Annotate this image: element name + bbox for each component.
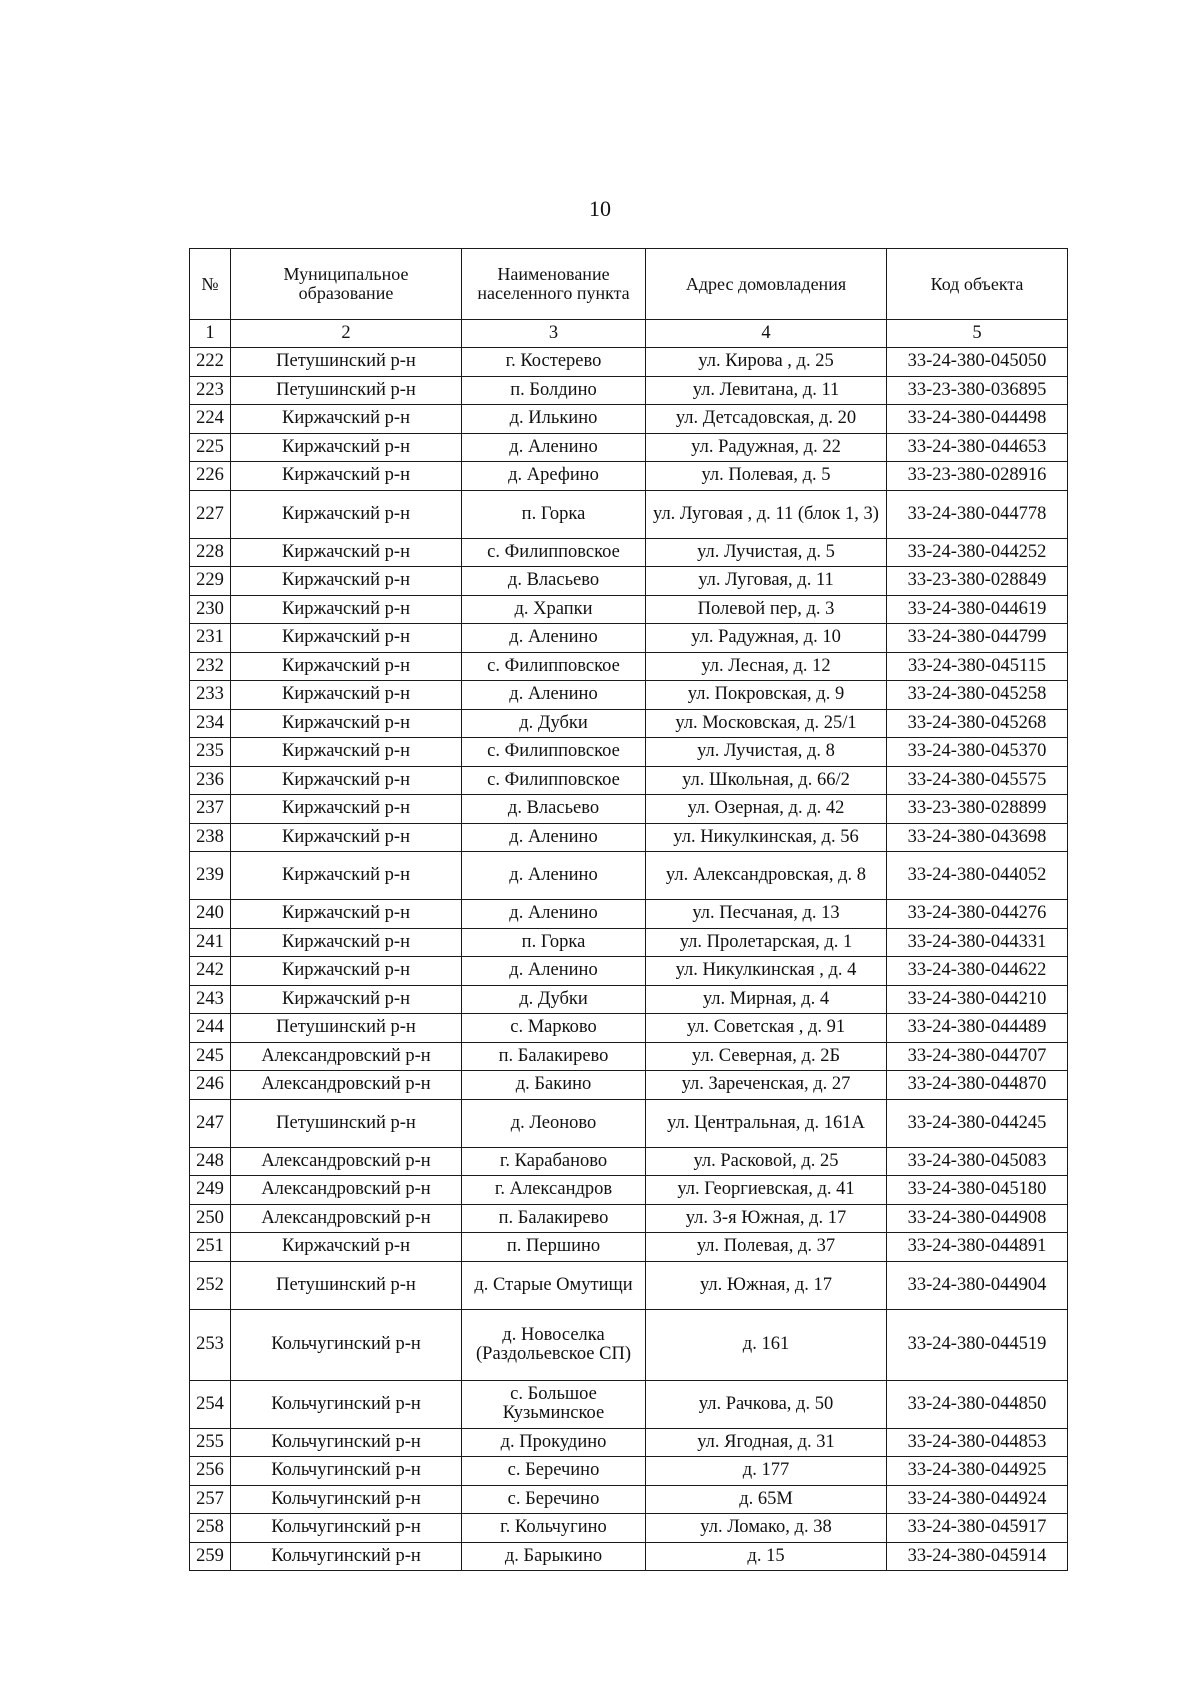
municipality-cell: Кольчугинский р-н <box>231 1457 462 1486</box>
row-number-cell: 255 <box>190 1428 231 1457</box>
row-number-cell: 256 <box>190 1457 231 1486</box>
municipality-cell: Кольчугинский р-н <box>231 1428 462 1457</box>
municipality-cell: Киржачский р-н <box>231 462 462 491</box>
settlement-cell: п. Болдино <box>462 376 646 405</box>
object-code-cell: 33-24-380-045180 <box>887 1176 1068 1205</box>
table-row <box>190 1261 1068 1309</box>
address-cell: ул. Никулкинская, д. 56 <box>646 823 887 852</box>
municipality-cell: Петушинский р-н <box>231 1014 462 1043</box>
row-number-cell: 238 <box>190 823 231 852</box>
municipality-cell: Кольчугинский р-н <box>231 1380 462 1428</box>
municipality-cell: Киржачский р-н <box>231 595 462 624</box>
address-cell: ул. Озерная, д. д. 42 <box>646 795 887 824</box>
row-number-cell: 236 <box>190 766 231 795</box>
settlement-cell: д. Барыкино <box>462 1542 646 1571</box>
table-row <box>190 957 1068 986</box>
settlement-cell: п. Горка <box>462 928 646 957</box>
object-code-cell: 33-24-380-045050 <box>887 348 1068 377</box>
table-row <box>190 1204 1068 1233</box>
settlement-cell: д. Аленино <box>462 900 646 929</box>
table-row <box>190 1457 1068 1486</box>
object-code-cell: 33-24-380-044331 <box>887 928 1068 957</box>
object-code-cell: 33-24-380-044052 <box>887 852 1068 900</box>
object-code-cell: 33-24-380-045258 <box>887 681 1068 710</box>
address-cell: ул. Левитана, д. 11 <box>646 376 887 405</box>
row-number-cell: 245 <box>190 1042 231 1071</box>
settlement-cell: г. Костерево <box>462 348 646 377</box>
row-number-cell: 225 <box>190 433 231 462</box>
municipality-cell: Киржачский р-н <box>231 567 462 596</box>
settlement-cell: д. Аленино <box>462 624 646 653</box>
table-row <box>190 405 1068 434</box>
header-municipality: Муниципальное образование <box>231 249 462 320</box>
row-number-cell: 248 <box>190 1147 231 1176</box>
object-code-cell: 33-24-380-045917 <box>887 1514 1068 1543</box>
row-number-cell: 259 <box>190 1542 231 1571</box>
object-code-cell: 33-24-380-044908 <box>887 1204 1068 1233</box>
settlement-cell: с. Филипповское <box>462 652 646 681</box>
table-body <box>190 348 1068 1571</box>
municipality-cell: Киржачский р-н <box>231 405 462 434</box>
address-cell: ул. Детсадовская, д. 20 <box>646 405 887 434</box>
settlement-cell: д. Новоселка (Раздольевское СП) <box>462 1309 646 1380</box>
table-row <box>190 1233 1068 1262</box>
municipality-cell: Александровский р-н <box>231 1042 462 1071</box>
table-row <box>190 1099 1068 1147</box>
table-row <box>190 624 1068 653</box>
address-cell: ул. Кирова , д. 25 <box>646 348 887 377</box>
municipality-cell: Александровский р-н <box>231 1176 462 1205</box>
municipality-cell: Киржачский р-н <box>231 985 462 1014</box>
settlement-cell: с. Филипповское <box>462 538 646 567</box>
settlement-cell: с. Беречино <box>462 1457 646 1486</box>
municipality-cell: Александровский р-н <box>231 1071 462 1100</box>
row-number-cell: 230 <box>190 595 231 624</box>
address-cell: ул. Полевая, д. 5 <box>646 462 887 491</box>
settlement-cell: д. Аленино <box>462 957 646 986</box>
object-code-cell: 33-23-380-036895 <box>887 376 1068 405</box>
address-cell: ул. Георгиевская, д. 41 <box>646 1176 887 1205</box>
table-row <box>190 1514 1068 1543</box>
address-cell: д. 161 <box>646 1309 887 1380</box>
settlement-cell: д. Дубки <box>462 709 646 738</box>
object-code-cell: 33-24-380-044904 <box>887 1261 1068 1309</box>
header-number: № <box>190 249 231 320</box>
row-number-cell: 241 <box>190 928 231 957</box>
column-number: 3 <box>462 320 646 348</box>
address-cell: ул. Школьная, д. 66/2 <box>646 766 887 795</box>
address-cell: ул. Ломако, д. 38 <box>646 1514 887 1543</box>
row-number-cell: 254 <box>190 1380 231 1428</box>
row-number-cell: 258 <box>190 1514 231 1543</box>
row-number-cell: 239 <box>190 852 231 900</box>
settlement-cell: д. Старые Омутищи <box>462 1261 646 1309</box>
column-number: 1 <box>190 320 231 348</box>
address-cell: ул. Мирная, д. 4 <box>646 985 887 1014</box>
address-cell: д. 177 <box>646 1457 887 1486</box>
address-cell: ул. Покровская, д. 9 <box>646 681 887 710</box>
municipality-cell: Александровский р-н <box>231 1204 462 1233</box>
row-number-cell: 231 <box>190 624 231 653</box>
address-cell: ул. Радужная, д. 10 <box>646 624 887 653</box>
object-code-cell: 33-24-380-044210 <box>887 985 1068 1014</box>
table-row <box>190 1176 1068 1205</box>
object-code-cell: 33-23-380-028849 <box>887 567 1068 596</box>
settlement-cell: д. Аленино <box>462 681 646 710</box>
settlement-cell: г. Александров <box>462 1176 646 1205</box>
settlement-cell: п. Першино <box>462 1233 646 1262</box>
settlement-cell: д. Аленино <box>462 823 646 852</box>
object-code-cell: 33-24-380-044778 <box>887 490 1068 538</box>
table-row <box>190 433 1068 462</box>
row-number-cell: 224 <box>190 405 231 434</box>
settlement-cell: п. Балакирево <box>462 1204 646 1233</box>
table-row <box>190 900 1068 929</box>
row-number-cell: 257 <box>190 1485 231 1514</box>
column-number: 5 <box>887 320 1068 348</box>
municipality-cell: Петушинский р-н <box>231 376 462 405</box>
municipality-cell: Петушинский р-н <box>231 348 462 377</box>
table-row <box>190 709 1068 738</box>
table-row <box>190 823 1068 852</box>
object-code-cell: 33-24-380-045575 <box>887 766 1068 795</box>
object-code-cell: 33-24-380-044519 <box>887 1309 1068 1380</box>
address-cell: ул. Рачкова, д. 50 <box>646 1380 887 1428</box>
settlement-cell: п. Горка <box>462 490 646 538</box>
municipality-cell: Киржачский р-н <box>231 795 462 824</box>
header-address: Адрес домовладения <box>646 249 887 320</box>
row-number-cell: 222 <box>190 348 231 377</box>
column-number-row <box>190 320 1068 348</box>
address-cell: ул. Ягодная, д. 31 <box>646 1428 887 1457</box>
row-number-cell: 247 <box>190 1099 231 1147</box>
table-row <box>190 928 1068 957</box>
header-row <box>190 249 1068 320</box>
column-number: 4 <box>646 320 887 348</box>
object-code-cell: 33-24-380-044653 <box>887 433 1068 462</box>
settlement-cell: д. Дубки <box>462 985 646 1014</box>
settlement-cell: д. Арефино <box>462 462 646 491</box>
municipality-cell: Киржачский р-н <box>231 490 462 538</box>
address-cell: ул. Пролетарская, д. 1 <box>646 928 887 957</box>
object-code-cell: 33-24-380-044707 <box>887 1042 1068 1071</box>
row-number-cell: 229 <box>190 567 231 596</box>
row-number-cell: 233 <box>190 681 231 710</box>
row-number-cell: 251 <box>190 1233 231 1262</box>
settlement-cell: п. Балакирево <box>462 1042 646 1071</box>
address-cell: ул. Советская , д. 91 <box>646 1014 887 1043</box>
settlement-cell: д. Илькино <box>462 405 646 434</box>
table-row <box>190 490 1068 538</box>
object-code-cell: 33-24-380-044799 <box>887 624 1068 653</box>
table-row <box>190 1380 1068 1428</box>
row-number-cell: 243 <box>190 985 231 1014</box>
table-row <box>190 1014 1068 1043</box>
municipality-cell: Кольчугинский р-н <box>231 1485 462 1514</box>
municipality-cell: Петушинский р-н <box>231 1099 462 1147</box>
settlement-cell: д. Леоново <box>462 1099 646 1147</box>
object-code-cell: 33-23-380-028899 <box>887 795 1068 824</box>
table-row <box>190 567 1068 596</box>
object-code-cell: 33-24-380-044619 <box>887 595 1068 624</box>
table-row <box>190 1485 1068 1514</box>
row-number-cell: 223 <box>190 376 231 405</box>
address-cell: Полевой пер, д. 3 <box>646 595 887 624</box>
address-cell: ул. Полевая, д. 37 <box>646 1233 887 1262</box>
object-code-cell: 33-24-380-044245 <box>887 1099 1068 1147</box>
table-row <box>190 1309 1068 1380</box>
object-code-cell: 33-24-380-044924 <box>887 1485 1068 1514</box>
address-cell: ул. Южная, д. 17 <box>646 1261 887 1309</box>
object-code-cell: 33-24-380-044891 <box>887 1233 1068 1262</box>
table-row <box>190 985 1068 1014</box>
row-number-cell: 252 <box>190 1261 231 1309</box>
settlement-cell: г. Кольчугино <box>462 1514 646 1543</box>
object-code-cell: 33-24-380-043698 <box>887 823 1068 852</box>
settlement-cell: с. Беречино <box>462 1485 646 1514</box>
settlement-cell: д. Прокудино <box>462 1428 646 1457</box>
address-cell: ул. Радужная, д. 22 <box>646 433 887 462</box>
row-number-cell: 250 <box>190 1204 231 1233</box>
table-row <box>190 1042 1068 1071</box>
settlement-cell: д. Аленино <box>462 433 646 462</box>
page-number: 10 <box>589 196 611 221</box>
object-code-cell: 33-23-380-028916 <box>887 462 1068 491</box>
objects-table <box>189 248 1068 1571</box>
address-cell: ул. Луговая, д. 11 <box>646 567 887 596</box>
municipality-cell: Кольчугинский р-н <box>231 1309 462 1380</box>
header-settlement: Наименование населенного пункта <box>462 249 646 320</box>
address-cell: ул. Зареченская, д. 27 <box>646 1071 887 1100</box>
settlement-cell: д. Бакино <box>462 1071 646 1100</box>
row-number-cell: 246 <box>190 1071 231 1100</box>
settlement-cell: д. Храпки <box>462 595 646 624</box>
table-row <box>190 1542 1068 1571</box>
object-code-cell: 33-24-380-044489 <box>887 1014 1068 1043</box>
table-row <box>190 795 1068 824</box>
municipality-cell: Киржачский р-н <box>231 900 462 929</box>
table-row <box>190 652 1068 681</box>
row-number-cell: 242 <box>190 957 231 986</box>
row-number-cell: 226 <box>190 462 231 491</box>
settlement-cell: д. Власьево <box>462 795 646 824</box>
municipality-cell: Киржачский р-н <box>231 433 462 462</box>
row-number-cell: 237 <box>190 795 231 824</box>
table-row <box>190 852 1068 900</box>
municipality-cell: Киржачский р-н <box>231 1233 462 1262</box>
table-row <box>190 1147 1068 1176</box>
table-row <box>190 348 1068 377</box>
table-row <box>190 1071 1068 1100</box>
row-number-cell: 249 <box>190 1176 231 1205</box>
row-number-cell: 235 <box>190 738 231 767</box>
settlement-cell: с. Филипповское <box>462 738 646 767</box>
header-object-code: Код объекта <box>887 249 1068 320</box>
municipality-cell: Киржачский р-н <box>231 652 462 681</box>
municipality-cell: Александровский р-н <box>231 1147 462 1176</box>
row-number-cell: 228 <box>190 538 231 567</box>
municipality-cell: Петушинский р-н <box>231 1261 462 1309</box>
table-row <box>190 766 1068 795</box>
municipality-cell: Киржачский р-н <box>231 766 462 795</box>
municipality-cell: Киржачский р-н <box>231 957 462 986</box>
table-row <box>190 738 1068 767</box>
object-code-cell: 33-24-380-044853 <box>887 1428 1068 1457</box>
municipality-cell: Киржачский р-н <box>231 823 462 852</box>
address-cell: ул. Песчаная, д. 13 <box>646 900 887 929</box>
row-number-cell: 253 <box>190 1309 231 1380</box>
address-cell: ул. 3-я Южная, д. 17 <box>646 1204 887 1233</box>
municipality-cell: Киржачский р-н <box>231 738 462 767</box>
object-code-cell: 33-24-380-044276 <box>887 900 1068 929</box>
object-code-cell: 33-24-380-044498 <box>887 405 1068 434</box>
address-cell: ул. Лучистая, д. 5 <box>646 538 887 567</box>
municipality-cell: Киржачский р-н <box>231 709 462 738</box>
row-number-cell: 234 <box>190 709 231 738</box>
object-code-cell: 33-24-380-045370 <box>887 738 1068 767</box>
address-cell: ул. Центральная, д. 161А <box>646 1099 887 1147</box>
municipality-cell: Киржачский р-н <box>231 681 462 710</box>
object-code-cell: 33-24-380-044850 <box>887 1380 1068 1428</box>
address-cell: ул. Расковой, д. 25 <box>646 1147 887 1176</box>
address-cell: ул. Никулкинская , д. 4 <box>646 957 887 986</box>
address-cell: ул. Северная, д. 2Б <box>646 1042 887 1071</box>
address-cell: д. 65М <box>646 1485 887 1514</box>
address-cell: д. 15 <box>646 1542 887 1571</box>
table-row <box>190 538 1068 567</box>
row-number-cell: 240 <box>190 900 231 929</box>
address-cell: ул. Московская, д. 25/1 <box>646 709 887 738</box>
table-row <box>190 1428 1068 1457</box>
object-code-cell: 33-24-380-045268 <box>887 709 1068 738</box>
settlement-cell: г. Карабаново <box>462 1147 646 1176</box>
table-row <box>190 595 1068 624</box>
table-row <box>190 376 1068 405</box>
address-cell: ул. Луговая , д. 11 (блок 1, 3) <box>646 490 887 538</box>
object-code-cell: 33-24-380-044870 <box>887 1071 1068 1100</box>
object-code-cell: 33-24-380-045914 <box>887 1542 1068 1571</box>
object-code-cell: 33-24-380-045115 <box>887 652 1068 681</box>
column-number: 2 <box>231 320 462 348</box>
object-code-cell: 33-24-380-044252 <box>887 538 1068 567</box>
settlement-cell: д. Аленино <box>462 852 646 900</box>
row-number-cell: 227 <box>190 490 231 538</box>
row-number-cell: 232 <box>190 652 231 681</box>
municipality-cell: Киржачский р-н <box>231 852 462 900</box>
settlement-cell: с. Филипповское <box>462 766 646 795</box>
object-code-cell: 33-24-380-044622 <box>887 957 1068 986</box>
object-code-cell: 33-24-380-045083 <box>887 1147 1068 1176</box>
object-code-cell: 33-24-380-044925 <box>887 1457 1068 1486</box>
municipality-cell: Киржачский р-н <box>231 928 462 957</box>
address-cell: ул. Лучистая, д. 8 <box>646 738 887 767</box>
municipality-cell: Кольчугинский р-н <box>231 1542 462 1571</box>
address-cell: ул. Александровская, д. 8 <box>646 852 887 900</box>
row-number-cell: 244 <box>190 1014 231 1043</box>
municipality-cell: Киржачский р-н <box>231 624 462 653</box>
table-row <box>190 462 1068 491</box>
table-row <box>190 681 1068 710</box>
municipality-cell: Кольчугинский р-н <box>231 1514 462 1543</box>
address-cell: ул. Лесная, д. 12 <box>646 652 887 681</box>
settlement-cell: д. Власьево <box>462 567 646 596</box>
settlement-cell: с. Марково <box>462 1014 646 1043</box>
settlement-cell: с. Большое Кузьминское <box>462 1380 646 1428</box>
municipality-cell: Киржачский р-н <box>231 538 462 567</box>
